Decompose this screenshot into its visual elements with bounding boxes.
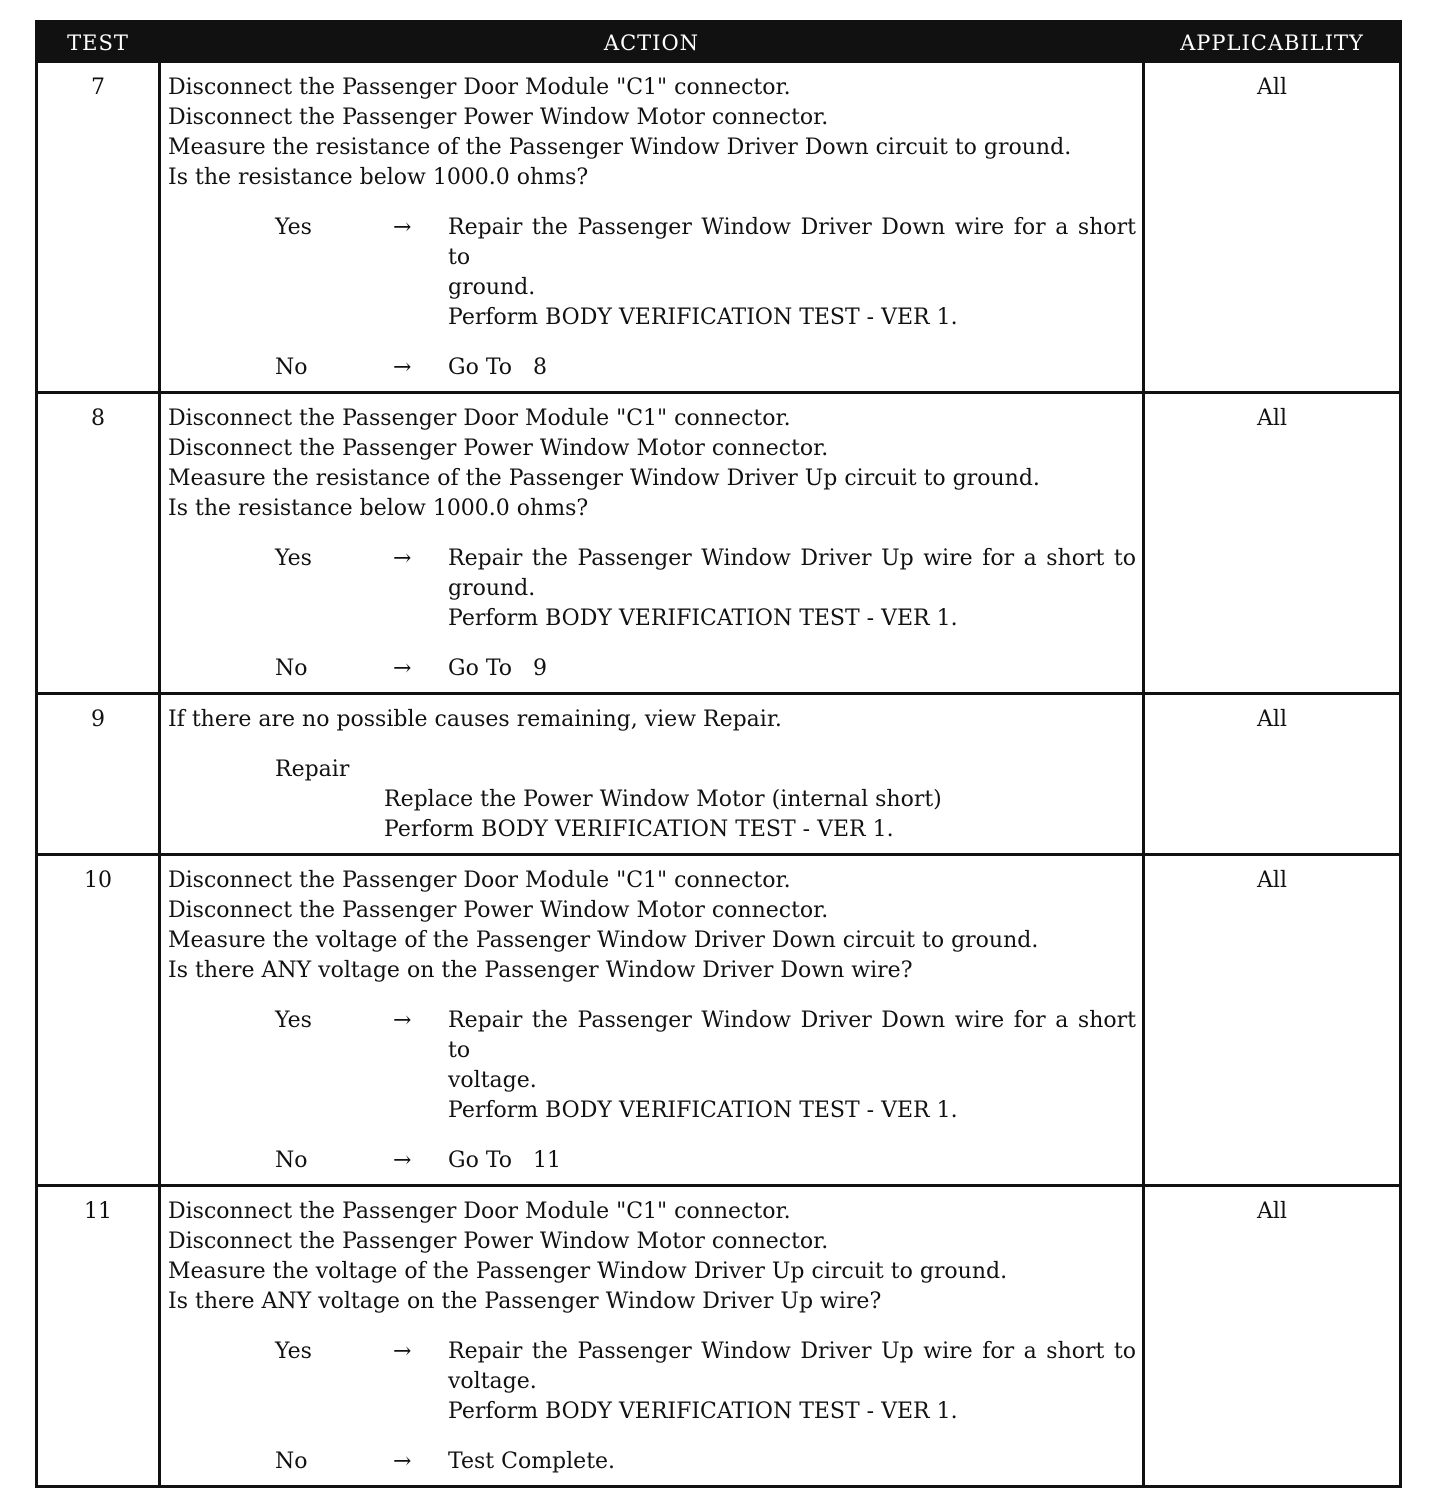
yes-label: Yes — [275, 215, 312, 240]
yes-result-line: voltage. — [448, 1068, 537, 1093]
yes-branch — [168, 1006, 1136, 1126]
no-result: Go To 8 — [448, 355, 547, 380]
action-line: Measure the resistance of the Passenger Window Driver Up circuit to ground. — [168, 466, 1040, 491]
no-result: Test Complete. — [448, 1449, 616, 1474]
table-row-test-9 — [38, 692, 1399, 853]
yes-result-line: Perform BODY VERIFICATION TEST - VER 1. — [448, 305, 958, 330]
arrow-icon: → — [393, 1339, 412, 1364]
action-cell — [158, 63, 1145, 391]
action-line: Disconnect the Passenger Power Window Motor connector. — [168, 898, 829, 923]
no-label: No — [275, 355, 308, 380]
repair-line: Perform BODY VERIFICATION TEST - VER 1. — [384, 817, 894, 842]
no-result: Go To 11 — [448, 1148, 561, 1173]
table-row-test-10 — [38, 853, 1399, 1184]
arrow-icon: → — [393, 656, 412, 681]
no-label: No — [275, 1148, 308, 1173]
yes-result-line: ground. — [448, 275, 536, 300]
applicability-value: All — [1257, 707, 1287, 732]
arrow-icon: → — [393, 1008, 412, 1033]
yes-result — [448, 1006, 1136, 1126]
yes-result-line: Perform BODY VERIFICATION TEST - VER 1. — [448, 1399, 958, 1424]
yes-branch — [168, 544, 1136, 634]
action-line: Is there ANY voltage on the Passenger Window Driver Down wire? — [168, 958, 913, 983]
action-line: Measure the resistance of the Passenger Window Driver Down circuit to ground. — [168, 135, 1072, 160]
test-number: 10 — [84, 868, 112, 893]
action-line: Disconnect the Passenger Door Module "C1" connector. — [168, 868, 791, 893]
table-row-test-11 — [38, 1184, 1399, 1485]
test-number: 8 — [91, 406, 105, 431]
yes-result — [448, 213, 1136, 333]
no-branch — [168, 353, 1136, 383]
table-header — [38, 23, 1399, 63]
applicability-value: All — [1257, 75, 1287, 100]
test-number: 7 — [91, 75, 105, 100]
action-cell — [158, 695, 1145, 853]
yes-label: Yes — [275, 1339, 312, 1364]
yes-result-line: Repair the Passenger Window Driver Up wire for a short to — [448, 546, 1136, 571]
no-branch — [168, 1447, 1136, 1477]
no-label: No — [275, 656, 308, 681]
no-result: Go To 9 — [448, 656, 547, 681]
arrow-icon: → — [393, 355, 412, 380]
action-line: Disconnect the Passenger Door Module "C1" connector. — [168, 406, 791, 431]
yes-result — [448, 544, 1136, 634]
repair-line: Replace the Power Window Motor (internal short) — [384, 787, 942, 812]
applicability-value: All — [1257, 406, 1287, 431]
action-cell — [158, 1187, 1145, 1485]
no-branch — [168, 1146, 1136, 1176]
yes-branch — [168, 213, 1136, 333]
action-cell — [158, 856, 1145, 1184]
applicability-value: All — [1257, 1199, 1287, 1224]
yes-label: Yes — [275, 546, 312, 571]
yes-result-line: Repair the Passenger Window Driver Down wire for a short to — [448, 215, 1136, 270]
arrow-icon: → — [393, 215, 412, 240]
yes-result-line: Repair the Passenger Window Driver Up wire for a short to — [448, 1339, 1136, 1364]
action-line: Disconnect the Passenger Power Window Motor connector. — [168, 436, 829, 461]
yes-result — [448, 1337, 1136, 1427]
table-row-test-8 — [38, 391, 1399, 692]
action-cell — [158, 394, 1145, 692]
yes-result-line: ground. — [448, 576, 536, 601]
yes-result-line: voltage. — [448, 1369, 537, 1394]
test-number: 9 — [91, 707, 105, 732]
arrow-icon: → — [393, 546, 412, 571]
header-applicability: APPLICABILITY — [1180, 31, 1364, 55]
yes-result-line: Repair the Passenger Window Driver Down wire for a short to — [448, 1008, 1136, 1063]
action-line: Disconnect the Passenger Door Module "C1" connector. — [168, 1199, 791, 1224]
no-branch — [168, 654, 1136, 684]
arrow-icon: → — [393, 1449, 412, 1474]
action-line: If there are no possible causes remaining, view Repair. — [168, 707, 782, 732]
no-label: No — [275, 1449, 308, 1474]
header-test: TEST — [67, 31, 129, 55]
action-line: Disconnect the Passenger Power Window Motor connector. — [168, 1229, 829, 1254]
applicability-value: All — [1257, 868, 1287, 893]
action-line: Is there ANY voltage on the Passenger Window Driver Up wire? — [168, 1289, 882, 1314]
action-line: Is the resistance below 1000.0 ohms? — [168, 496, 589, 521]
test-number: 11 — [84, 1199, 112, 1224]
action-line: Measure the voltage of the Passenger Window Driver Down circuit to ground. — [168, 928, 1039, 953]
repair-body — [168, 785, 1136, 845]
yes-label: Yes — [275, 1008, 312, 1033]
action-line: Measure the voltage of the Passenger Window Driver Up circuit to ground. — [168, 1259, 1008, 1284]
yes-result-line: Perform BODY VERIFICATION TEST - VER 1. — [448, 606, 958, 631]
diagnostic-test-table — [35, 20, 1402, 1488]
action-line: Disconnect the Passenger Power Window Motor connector. — [168, 105, 829, 130]
yes-result-line: Perform BODY VERIFICATION TEST - VER 1. — [448, 1098, 958, 1123]
yes-branch — [168, 1337, 1136, 1427]
repair-label: Repair — [275, 757, 350, 782]
action-line: Is the resistance below 1000.0 ohms? — [168, 165, 589, 190]
arrow-icon: → — [393, 1148, 412, 1173]
header-action: ACTION — [603, 31, 700, 55]
action-line: Disconnect the Passenger Door Module "C1" connector. — [168, 75, 791, 100]
table-row-test-7 — [38, 63, 1399, 391]
